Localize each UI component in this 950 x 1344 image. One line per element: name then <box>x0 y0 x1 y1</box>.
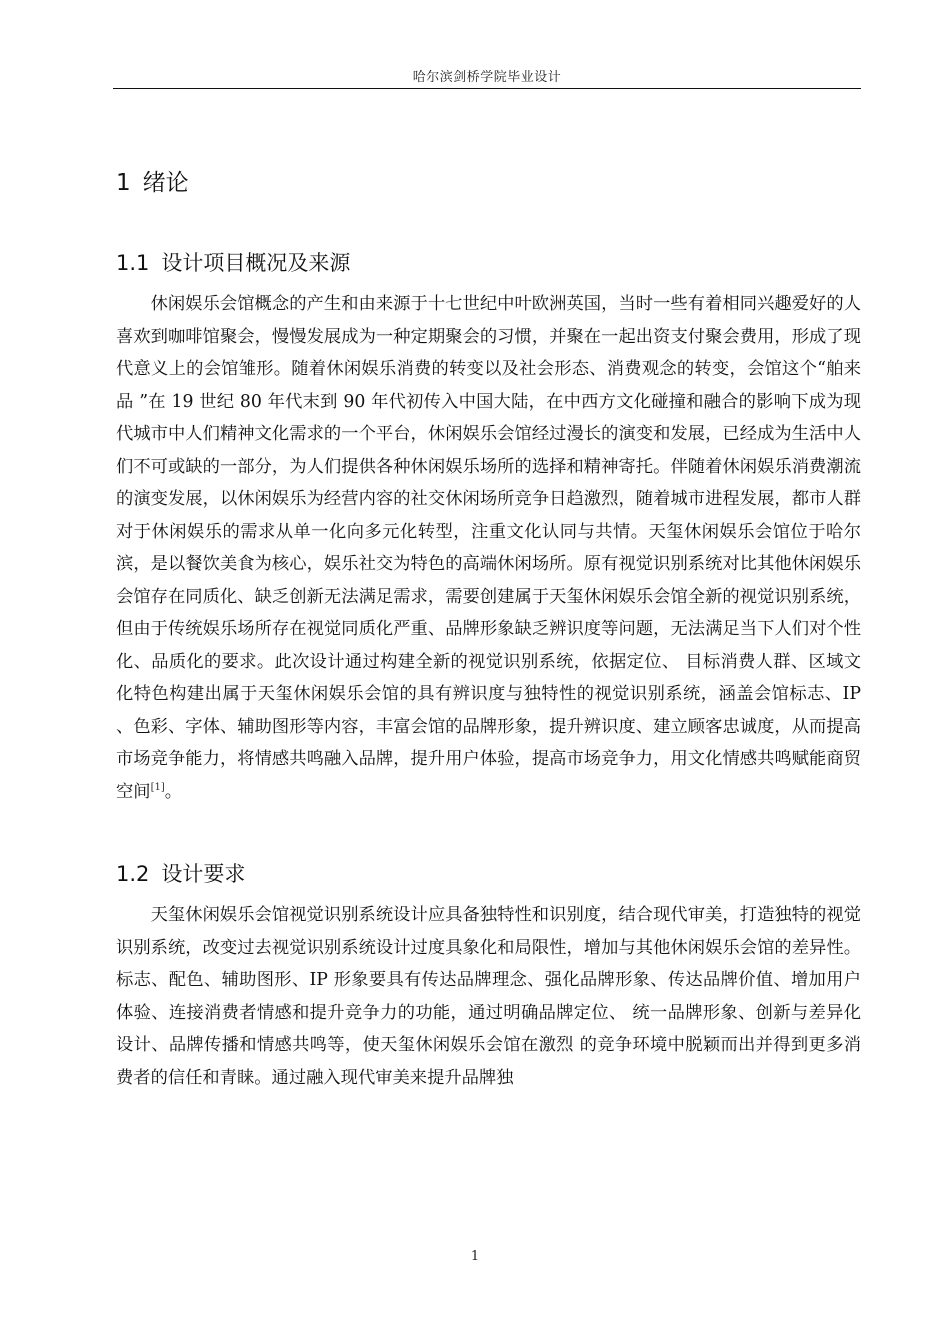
running-header: 哈尔滨剑桥学院毕业设计 <box>412 70 562 85</box>
section-number: 1.2 <box>116 862 150 886</box>
section-title-1-2 <box>116 858 245 888</box>
paragraph-end: 。 <box>164 781 183 802</box>
section-title-text: 设计项目概况及来源 <box>161 251 351 275</box>
chapter-title-text: 绪论 <box>142 170 189 196</box>
page-number: 1 <box>470 1249 480 1264</box>
citation-ref[interactable]: [1] <box>150 781 165 793</box>
section-title-text: 设计要求 <box>161 862 246 886</box>
body-paragraph-1-1 <box>116 288 861 808</box>
chapter-number: 1 <box>116 170 131 196</box>
header-rule <box>113 88 861 89</box>
body-paragraph-1-2 <box>116 899 861 1094</box>
section-title-1-1 <box>116 247 350 277</box>
paragraph-text: 休闲娱乐会馆概念的产生和由来源于十七世纪中叶欧洲英国，当时一些有着相同兴趣爱好的人喜欢到咖啡馆聚会，慢慢发展成为一种定期聚会的习惯，并聚在一起出资支付聚会费用，形成了现代意义上的会馆雏形。随着休闲娱乐消费的转变以及社会形态、消费观念的转变，会馆这个“舶来品 ”在 19 世纪 80 年代末到 90 年代初传入中国大陆，在中西方文化碰撞和融合的影响下成为现代城市中人们精神文化需求的一个平台，休闲娱乐会馆经过漫长的演变和发展，已经成为生活中人们不可或缺的一部分，为人们提供各种休闲娱乐场所的选择和精神寄托。伴随着休闲娱乐消费潮流的演变发展，以休闲娱乐为经营内容的社交休闲场所竞争日趋激烈，随着城市进程发展，都市人群对于休闲娱乐的需求从单一化向多元化转型，注重文化认同与共情。天玺休闲娱乐会馆位于哈尔滨，是以餐饮美食为核心，娱乐社交为特色的高端休闲场所。原有视觉识别系统对比其他休闲娱乐会馆存在同质化、缺乏创新无法满足需求，需要创建属于天玺休闲娱乐会馆全新的视觉识别系统，但由于传统娱乐场所存在视觉同质化严重、品牌形象缺乏辨识度等问题，无法满足当下人们对个性化、品质化的要求。此次设计通过构建全新的视觉识别系统，依据定位、 目标消费人群、区域文化特色构建出属于天玺休闲娱乐会馆的具有辨识度与独特性的视觉识别系统，涵盖会馆标志、IP 、色彩、字体、辅助图形等内容，丰富会馆的品牌形象，提升辨识度、建立顾客忠诚度，从而提高市场竞争能力，将情感共鸣融入品牌，提升用户体验，提高市场竞争力，用文化情感共鸣赋能商贸空间 <box>116 294 861 802</box>
section-number: 1.1 <box>116 251 150 275</box>
paragraph-text: 天玺休闲娱乐会馆视觉识别系统设计应具备独特性和识别度，结合现代审美，打造独特的视觉识别系统，改变过去视觉识别系统设计过度具象化和局限性，增加与其他休闲娱乐会馆的差异性。标志、配色、辅助图形、IP 形象要具有传达品牌理念、强化品牌形象、传达品牌价值、增加用户体验、连接消费者情感和提升竞争力的功能，通过明确品牌定位、 统一品牌形象、创新与差异化设计、品牌传播和情感共鸣等，使天玺休闲娱乐会馆在激烈 的竞争环境中脱颖而出并得到更多消费者的信任和青睐。通过融入现代审美来提升品牌独 <box>116 905 861 1088</box>
chapter-title <box>116 164 189 197</box>
